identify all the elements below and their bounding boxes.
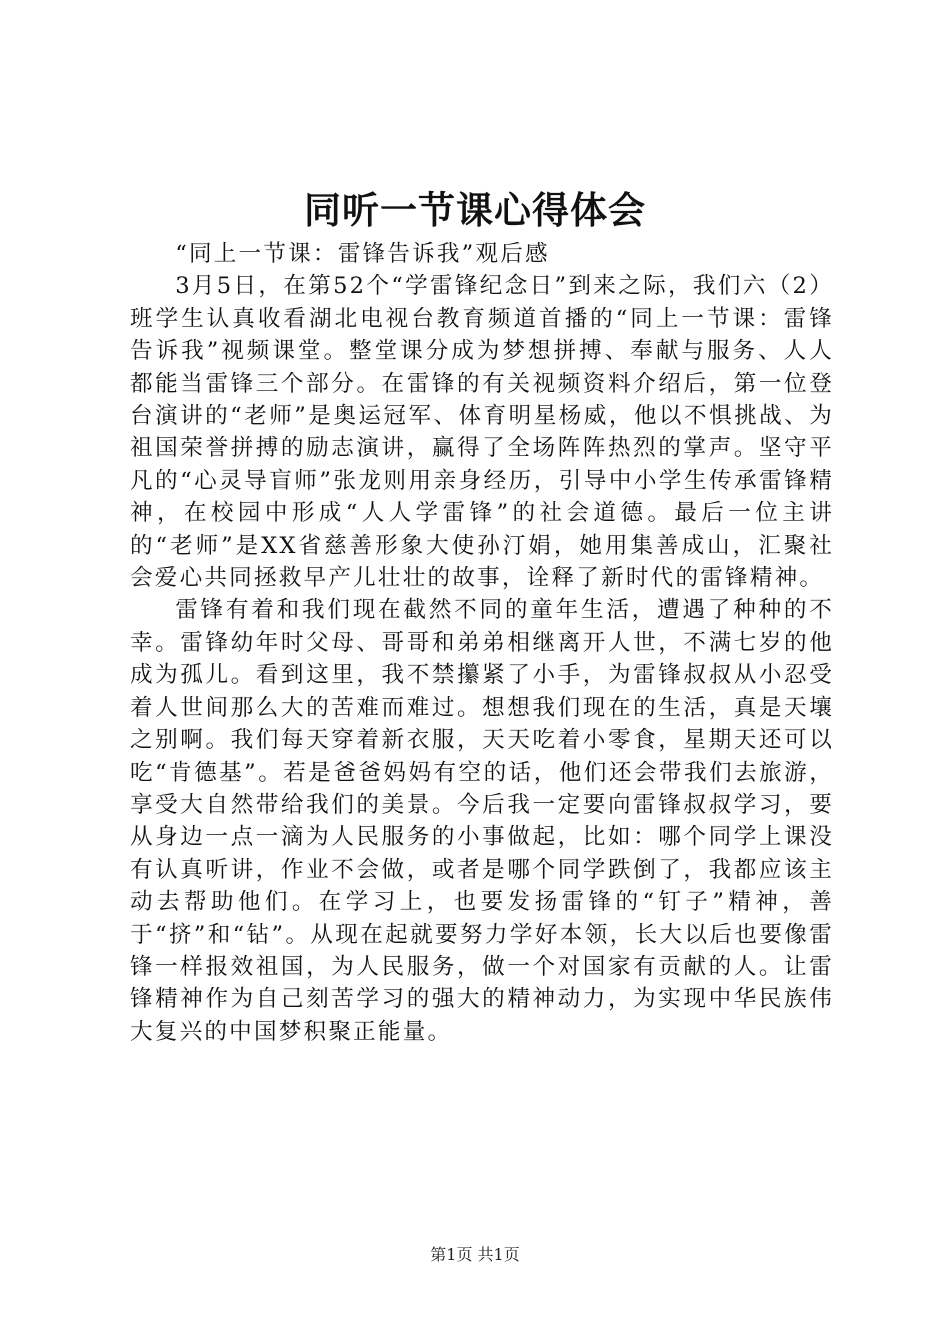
page-footer: 第1页 共1页 bbox=[430, 1245, 520, 1264]
document-body bbox=[130, 238, 834, 1048]
subtitle-line: “同上一节课：雷锋告诉我”观后感 bbox=[175, 241, 550, 267]
body-paragraph-2: 雷锋有着和我们现在截然不同的童年生活，遭遇了种种的不幸。雷锋幼年时父母、哥哥和弟弟相继离开人世，不满七岁的他成为孤儿。看到这里，我不禁攥紧了小手，为雷锋叔叔从小忍受着人世间那么大的苦难而难过。想想我们现在的生活，真是天壤之别啊。我们每天穿着新衣服，天天吃着小零食，星期天还可以吃“肯德基”。若是爸爸妈妈有空的话，他们还会带我们去旅游，享受大自然带给我们的美景。今后我一定要向雷锋叔叔学习，要从身边一点一滴为人民服务的小事做起，比如：哪个同学上课没有认真听讲，作业不会做，或者是哪个同学跌倒了，我都应该主动去帮助他们。在学习上，也要发扬雷锋的“钉子”精神，善于“挤”和“钻”。从现在起就要努力学好本领，长大以后也要像雷锋一样报效祖国，为人民服务，做一个对国家有贡献的人。让雷锋精神作为自己刻苦学习的强大的精神动力，为实现中华民族伟大复兴的中国梦积聚正能量。 bbox=[130, 597, 834, 1045]
body-paragraph-1: 3月5日，在第52个“学雷锋纪念日”到来之际，我们六（2）班学生认真收看湖北电视台教育频道首播的“同上一节课：雷锋告诉我”视频课堂。整堂课分成为梦想拼搏、奉献与服务、人人都能当雷锋三个部分。在雷锋的有关视频资料介绍后，第一位登台演讲的“老师”是奥运冠军、体育明星杨威，他以不惧挑战、为祖国荣誉拼搏的励志演讲，赢得了全场阵阵热烈的掌声。坚守平凡的“心灵导盲师”张龙则用亲身经历，引导中小学生传承雷锋精神，在校园中形成“人人学雷锋”的社会道德。最后一位主讲的“老师”是XX省慈善形象大使孙汀娟，她用集善成山，汇聚社会爱心共同拯救早产儿壮壮的故事，诠释了新时代的雷锋精神。 bbox=[130, 273, 834, 592]
document-title: 同听一节课心得体会 bbox=[304, 188, 646, 232]
